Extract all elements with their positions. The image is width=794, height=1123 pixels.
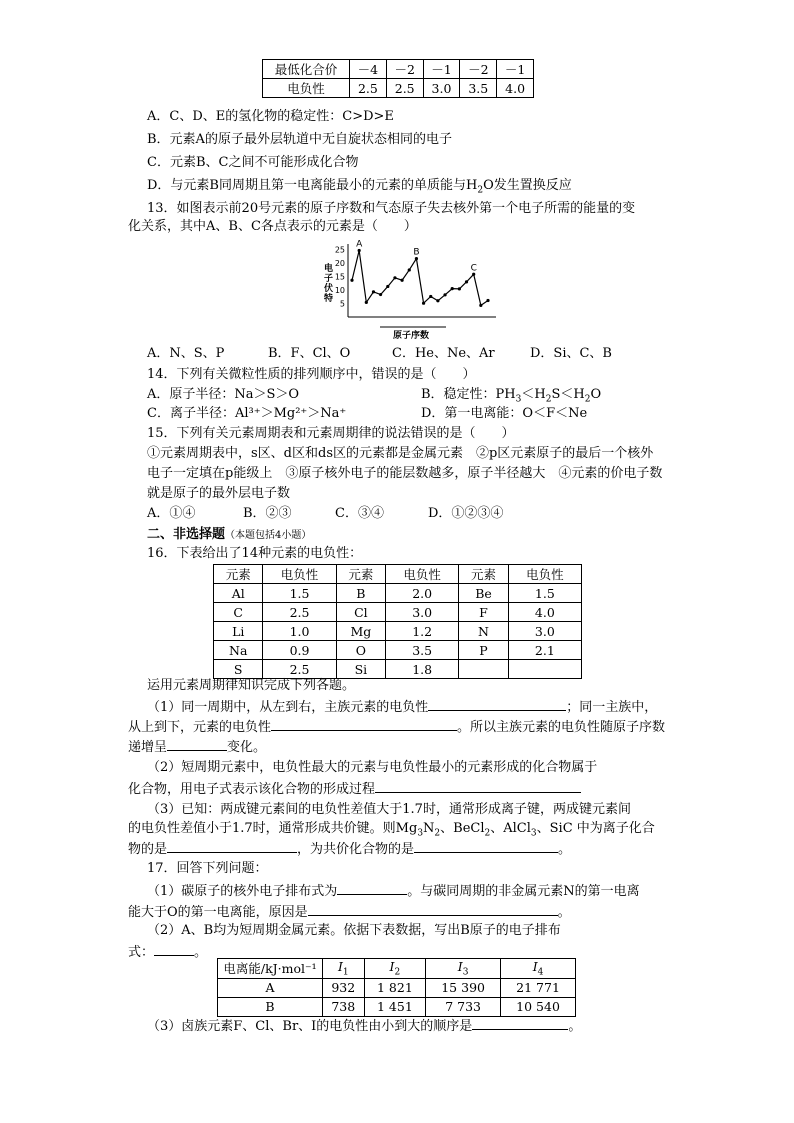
table-cell: 4.0	[497, 79, 534, 98]
data-point	[436, 299, 439, 302]
table-row	[263, 79, 534, 98]
answer-blank[interactable]	[375, 779, 581, 793]
table-cell: －2	[386, 60, 423, 79]
table-header: $I_2$	[364, 959, 426, 979]
y-tick-label: 15	[334, 272, 345, 282]
table-cell: 15 390	[426, 978, 501, 997]
ionization-energy-table	[217, 958, 576, 1017]
table-cell: 3.0	[386, 603, 459, 622]
data-point	[443, 293, 446, 296]
table-cell: Mg	[336, 622, 385, 641]
data-point	[429, 295, 432, 298]
table-header: 电负性	[263, 565, 336, 584]
table-row	[218, 997, 576, 1016]
data-point	[401, 279, 404, 282]
table-cell: Cl	[336, 603, 385, 622]
table-cell: C	[214, 603, 263, 622]
table-cell: Si	[336, 660, 385, 679]
answer-blank[interactable]	[472, 1016, 568, 1030]
q16-stem: 16．下表给出了14种元素的电负性：	[147, 546, 363, 561]
q16-p1-line1: （1）同一周期中，从左到右，主族元素的电负性 ；同一主族中，	[147, 697, 657, 717]
q13-option-c: C．He、Ne、Ar	[392, 346, 495, 361]
table-cell: P	[459, 641, 508, 660]
table-header: 元素	[459, 565, 508, 584]
table-cell: 2.5	[263, 660, 336, 679]
q17-p3: （3）卤族元素F、Cl、Br、I的电负性由小到大的顺序是 。	[147, 1016, 581, 1036]
table-cell: Li	[214, 622, 263, 641]
table-header: 元素	[214, 565, 263, 584]
answer-blank[interactable]	[271, 717, 457, 731]
q16-after: 运用元素周期律知识完成下列各题。	[147, 678, 356, 693]
table-cell: 1 451	[364, 997, 426, 1016]
point-label: C	[470, 263, 477, 274]
table-header: $I_1$	[323, 959, 365, 979]
table-cell: 738	[323, 997, 365, 1016]
table-cell: 3.0	[508, 622, 581, 641]
q15-option-d: D．①②③④	[428, 506, 504, 521]
data-point	[451, 287, 454, 290]
answer-blank[interactable]	[308, 902, 558, 916]
chart-ylabel-char: 电	[324, 264, 334, 274]
q15-option-b: B．②③	[243, 506, 292, 521]
table-cell: 1.5	[263, 584, 336, 603]
data-point	[386, 285, 389, 288]
data-point	[365, 301, 368, 304]
table-header: 电负性	[386, 565, 459, 584]
table-header-row	[214, 565, 582, 584]
table-header: $I_3$	[426, 959, 501, 979]
y-tick-label: 20	[334, 258, 345, 268]
q13-option-d: D．Si、C、B	[530, 346, 612, 361]
table-cell: 21 771	[501, 978, 576, 997]
q15-line1: ①元素周期表中，s区、d区和ds区的元素都是金属元素 ②p区元素原子的最后一个核外	[147, 446, 654, 461]
table-cell: 1 821	[364, 978, 426, 997]
table-cell: －4	[350, 60, 387, 79]
table-row	[218, 978, 576, 997]
answer-blank[interactable]	[428, 697, 566, 711]
table-cell: 7 733	[426, 997, 501, 1016]
table-cell: F	[459, 603, 508, 622]
data-point	[458, 287, 461, 290]
answer-blank[interactable]	[337, 881, 407, 895]
data-point	[486, 299, 489, 302]
table-cell: Be	[459, 584, 508, 603]
table-cell: S	[214, 660, 263, 679]
table-header: $I_4$	[501, 959, 576, 979]
point-label: A	[356, 240, 363, 250]
table-cell: 2.5	[350, 79, 387, 98]
top-table	[262, 59, 534, 98]
q14-option-c: C．离子半径：Al³⁺＞Mg²⁺＞Na⁺	[147, 406, 347, 421]
section-title: 二、非选择题（本题包括4小题）	[147, 527, 312, 542]
q14-option-a: A．原子半径：Na＞S＞O	[147, 387, 300, 402]
table-row	[214, 660, 582, 679]
q17-p1-line1: （1）碳原子的核外电子排布式为 。与碳同周期的非金属元素N的第一电离	[147, 881, 640, 901]
table-cell: 1.5	[508, 584, 581, 603]
q12-option-a: A．C、D、E的氢化物的稳定性：C>D>E	[147, 109, 394, 124]
table-cell: N	[459, 622, 508, 641]
q16-p2-line2: 化合物，用电子式表示该化合物的形成过程	[128, 779, 581, 799]
table-cell: 10 540	[501, 997, 576, 1016]
y-tick-label: 25	[334, 245, 345, 255]
table-cell: 2.0	[386, 584, 459, 603]
table-header: 元素	[336, 565, 385, 584]
q15-option-a: A．①④	[147, 506, 196, 521]
data-point	[479, 304, 482, 307]
table-cell: 0.9	[263, 641, 336, 660]
q14-stem: 14．下列有关微粒性质的排列顺序中，错误的是（ ）	[147, 367, 476, 382]
q16-p1-line3: 递增呈 变化。	[128, 737, 266, 757]
table-cell: A	[218, 978, 323, 997]
table-row	[214, 622, 582, 641]
table-cell: 1.8	[386, 660, 459, 679]
table-cell	[459, 660, 508, 679]
series-line	[352, 247, 488, 305]
table-cell: B	[218, 997, 323, 1016]
data-point	[422, 302, 425, 305]
q16-p1-line2: 从上到下，元素的电负性 。所以主族元素的电负性随原子序数	[128, 717, 665, 737]
y-tick-label: 10	[334, 285, 345, 295]
table-cell: B	[336, 584, 385, 603]
q14-option-d: D．第一电离能：O＜F＜Ne	[421, 406, 588, 421]
row-label: 最低化合价	[263, 60, 350, 79]
table-cell: Na	[214, 641, 263, 660]
table-cell: 2.5	[263, 603, 336, 622]
table-cell: 2.1	[508, 641, 581, 660]
table-cell: O	[336, 641, 385, 660]
q17-p2-line1: （2）A、B均为短周期金属元素。依据下表数据，写出B原子的电子排布	[147, 923, 561, 938]
table-cell: 3.5	[460, 79, 497, 98]
table-cell: 2.5	[386, 79, 423, 98]
data-point	[350, 279, 353, 282]
table-cell: 1.0	[263, 622, 336, 641]
q12-option-c: C．元素B、C之间不可能形成化合物	[147, 155, 359, 170]
data-point	[408, 268, 411, 271]
q16-p3-line2: 的电负性差值小于1.7时，通常形成共价键。则$Mg_3N_2$、BeCl$_2$、AlCl$_3$、SiC 中为离子化合	[128, 821, 655, 839]
table-cell	[508, 660, 581, 679]
q15-stem: 15．下列有关元素周期表和元素周期律的说法错误的是（ ）	[147, 426, 515, 441]
table-row	[214, 584, 582, 603]
table-cell: －1	[497, 60, 534, 79]
table-cell: 4.0	[508, 603, 581, 622]
q16-p3-line1: （3）已知：两成键元素间的电负性差值大于1.7时，通常形成离子键，两成键元素间	[147, 802, 631, 817]
electronegativity-table	[213, 564, 582, 679]
q12-option-d: D．与元素B同周期且第一电离能最小的元素的单质能与$H_2O$发生置换反应	[147, 178, 572, 196]
data-point	[372, 290, 375, 293]
table-cell: －1	[423, 60, 460, 79]
point-label: B	[413, 247, 420, 258]
answer-blank[interactable]	[154, 942, 194, 956]
q17-p1-line2: 能大于O的第一电离能，原因是 。	[128, 902, 571, 922]
table-header-row	[218, 959, 576, 979]
chart-ylabel-char: 子	[324, 274, 334, 284]
data-point	[393, 276, 396, 279]
table-cell: Al	[214, 584, 263, 603]
table-cell: 1.2	[386, 622, 459, 641]
data-point	[379, 293, 382, 296]
table-row	[214, 603, 582, 622]
q17-p2-line2: 式： 。	[128, 942, 207, 962]
y-tick-label: 5	[339, 299, 345, 309]
table-cell: 3.5	[386, 641, 459, 660]
chart-xlabel: 原子序数	[393, 331, 430, 340]
q17-stem: 17．回答下列问题：	[147, 861, 268, 876]
table-cell: 3.0	[423, 79, 460, 98]
answer-blank[interactable]	[167, 839, 297, 853]
answer-blank[interactable]	[414, 839, 558, 853]
q13-stem-line1: 13．如图表示前20号元素的原子序数和气态原子失去核外第一个电子所需的能量的变	[147, 201, 636, 216]
table-cell: 932	[323, 978, 365, 997]
table-row	[214, 641, 582, 660]
q13-stem-line2: 化关系，其中A、B、C各点表示的元素是（ ）	[128, 219, 417, 234]
answer-blank[interactable]	[167, 737, 227, 751]
chart-ylabel-char: 特	[324, 294, 334, 304]
chart-ylabel-char: 伏	[324, 284, 334, 294]
ionization-energy-chart	[318, 240, 500, 340]
table-row	[263, 60, 534, 79]
table-header: 电负性	[508, 565, 581, 584]
q14-option-b: B．稳定性：$PH_3<H_2S<H_2O$	[421, 387, 602, 405]
q13-option-b: B．F、Cl、O	[268, 346, 351, 361]
q12-option-b: B．元素A的原子最外层轨道中无自旋状态相同的电子	[147, 132, 452, 147]
table-header: 电离能/kJ·mol⁻¹	[218, 959, 323, 979]
q16-p3-line3: 物的是 ，为共价化合物的是 。	[128, 839, 571, 859]
q15-line2: 电子一定填在p能级上 ③原子核外电子的能层数越多，原子半径越大 ④元素的价电子数	[147, 466, 663, 481]
q16-p2-line1: （2）短周期元素中，电负性最大的元素与电负性最小的元素形成的化合物属于	[147, 760, 598, 775]
row-label: 电负性	[263, 79, 350, 98]
table-cell: －2	[460, 60, 497, 79]
q15-line3: 就是原子的最外层电子数	[147, 486, 291, 501]
q13-option-a: A．N、S、P	[147, 346, 225, 361]
data-point	[465, 280, 468, 283]
q15-option-c: C．③④	[335, 506, 384, 521]
